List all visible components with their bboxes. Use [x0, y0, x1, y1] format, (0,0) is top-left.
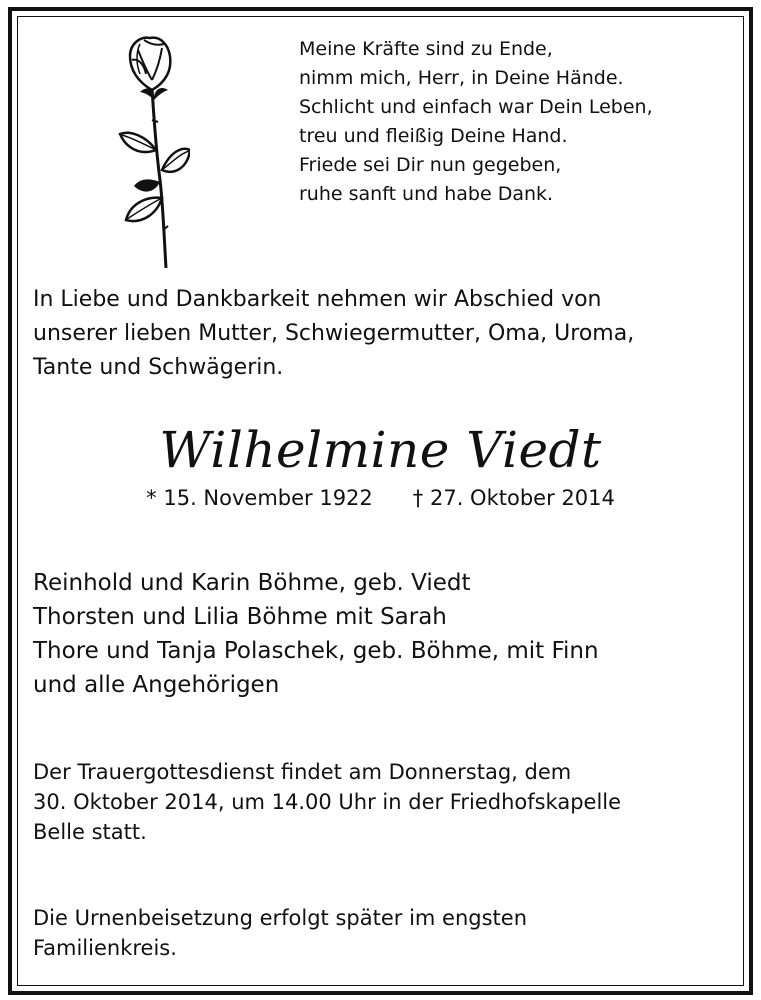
intro-line: unserer lieben Mutter, Schwiegermutter, Oma, Uroma,: [33, 321, 635, 346]
life-dates: [0, 482, 761, 514]
mourner-line: Thorsten und Lilia Böhme mit Sarah: [33, 604, 447, 630]
rose-icon: [110, 30, 190, 270]
urn-line: Die Urnenbeisetzung erfolgt später im engsten: [33, 906, 528, 930]
poem: [299, 35, 739, 209]
urn-burial-info: [33, 903, 733, 963]
intro-line: Tante und Schwägerin.: [33, 355, 284, 380]
poem-line: ruhe sanft und habe Dank.: [299, 183, 554, 205]
poem-line: nimm mich, Herr, in Deine Hände.: [299, 67, 624, 89]
death-date: † 27. Oktober 2014: [412, 486, 615, 510]
urn-line: Familienkreis.: [33, 936, 177, 960]
intro-line: In Liebe und Dankbarkeit nehmen wir Abschied von: [33, 287, 602, 312]
poem-line: Schlicht und einfach war Dein Leben,: [299, 96, 653, 118]
poem-line: Meine Kräfte sind zu Ende,: [299, 38, 553, 60]
service-line: 30. Oktober 2014, um 14.00 Uhr in der Friedhofskapelle: [33, 790, 622, 814]
mourner-line: und alle Angehörigen: [33, 672, 280, 698]
funeral-service-info: [33, 757, 733, 847]
poem-line: Friede sei Dir nun gegeben,: [299, 154, 562, 176]
mourner-line: Thore und Tanja Polaschek, geb. Böhme, mit Finn: [33, 638, 599, 664]
mourners-list: [33, 566, 743, 702]
service-line: Der Trauergottesdienst findet am Donnerstag, dem: [33, 760, 572, 784]
birth-date: * 15. November 1922: [146, 486, 373, 510]
poem-line: treu und fleißig Deine Hand.: [299, 125, 568, 147]
mourner-line: Reinhold und Karin Böhme, geb. Viedt: [33, 570, 471, 596]
service-line: Belle statt.: [33, 820, 147, 844]
deceased-name: Wilhelmine Viedt: [159, 421, 602, 479]
farewell-intro: [33, 283, 733, 385]
